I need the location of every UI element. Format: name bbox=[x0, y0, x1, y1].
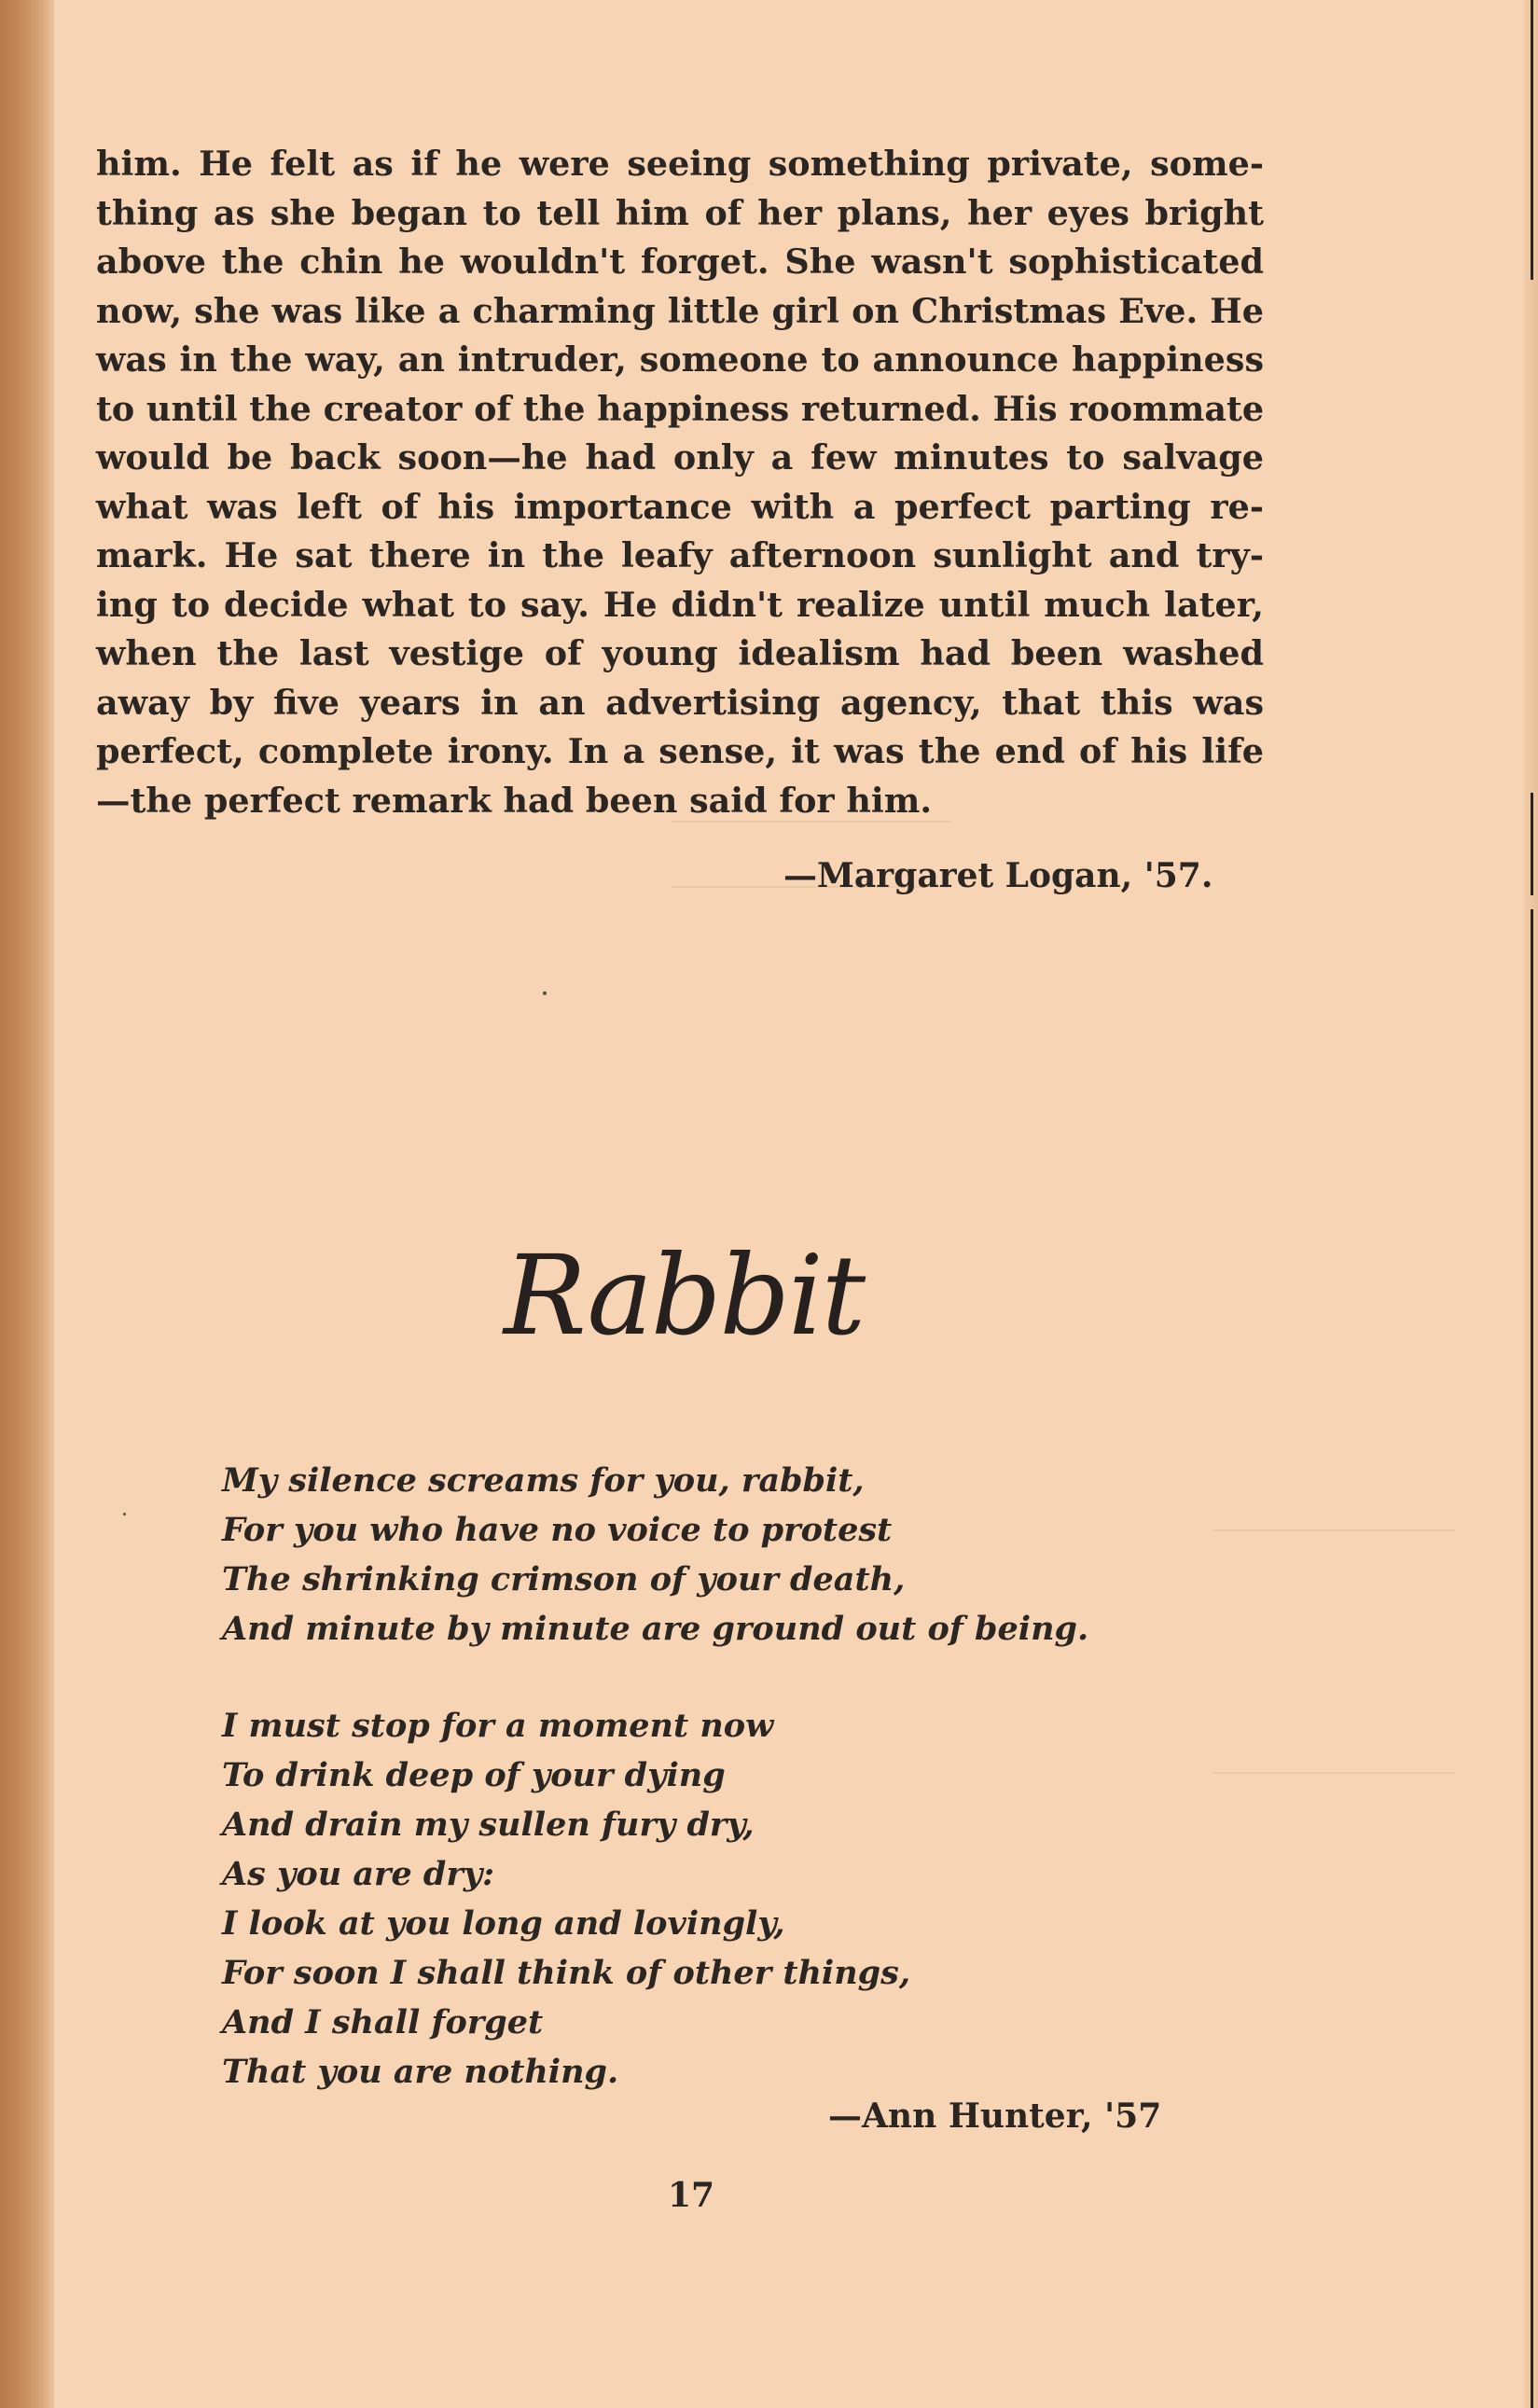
print-speck bbox=[123, 1513, 126, 1515]
poem-line: My silence screams for you, rabbit, bbox=[222, 1461, 865, 1500]
prose-line: —the perfect remark had been said for him. bbox=[96, 780, 933, 821]
prose-paragraph bbox=[96, 140, 1264, 825]
poem-stanza-1 bbox=[222, 1456, 1088, 1654]
edge-line bbox=[1531, 793, 1533, 895]
page-number: 17 bbox=[668, 2176, 715, 2215]
show-through-mark bbox=[1212, 1772, 1455, 1774]
book-spine-shadow bbox=[0, 0, 54, 2408]
poem-line: For you who have no voice to protest bbox=[222, 1511, 893, 1549]
prose-line: to until the creator of the happiness returned. His roommate bbox=[96, 388, 1265, 429]
poem-line: I look at you long and lovingly, bbox=[222, 1904, 785, 1943]
poem-line: The shrinking crimson of your death, bbox=[222, 1560, 906, 1598]
poem-line: And minute by minute are ground out of being. bbox=[222, 1610, 1089, 1648]
prose-line: what was left of his importance with a perfect parting re- bbox=[96, 486, 1264, 527]
poem-line: I must stop for a moment now bbox=[222, 1707, 774, 1745]
prose-line: above the chin he wouldn't forget. She wasn't sophisticated bbox=[96, 242, 1264, 282]
prose-line: mark. He sat there in the leafy afternoon sunlight and try- bbox=[96, 535, 1264, 575]
show-through-mark bbox=[1212, 1529, 1455, 1531]
prose-line: away by five years in an advertising agency, that this was bbox=[96, 682, 1264, 723]
poem-line: As you are dry: bbox=[222, 1855, 495, 1893]
prose-line: him. He felt as if he were seeing something private, some- bbox=[96, 144, 1264, 184]
poem-line: And drain my sullen fury dry, bbox=[222, 1806, 755, 1844]
poem-line: To drink deep of your dying bbox=[222, 1756, 726, 1794]
poem-stanza-2 bbox=[222, 1701, 910, 2097]
edge-line bbox=[1531, 0, 1533, 280]
prose-line: when the last vestige of young idealism had been washed bbox=[96, 633, 1264, 673]
prose-line: ing to decide what to say. He didn't realize until much later, bbox=[96, 584, 1264, 625]
prose-line: thing as she began to tell him of her plans, her eyes bright bbox=[96, 192, 1264, 233]
edge-line bbox=[1531, 909, 1533, 2408]
poem-line: And I shall forget bbox=[222, 2003, 544, 2041]
prose-line: was in the way, an intruder, someone to announce happiness bbox=[96, 339, 1264, 380]
poem-attribution: —Ann Hunter, '57 bbox=[828, 2097, 1162, 2136]
poem-line: For soon I shall think of other things, bbox=[222, 1954, 911, 1992]
prose-line: now, she was like a charming little girl on Christmas Eve. He bbox=[96, 290, 1264, 331]
prose-line: perfect, complete irony. In a sense, it was the end of his life bbox=[96, 731, 1264, 771]
prose-line: would be back soon—he had only a few minutes to salvage bbox=[96, 437, 1264, 477]
print-speck bbox=[543, 991, 547, 995]
page-right-edge bbox=[1523, 0, 1538, 2408]
poem-line: That you are nothing. bbox=[222, 2053, 619, 2091]
poem-title: Rabbit bbox=[504, 1231, 865, 1360]
prose-attribution: —Margaret Logan, '57. bbox=[783, 856, 1213, 895]
